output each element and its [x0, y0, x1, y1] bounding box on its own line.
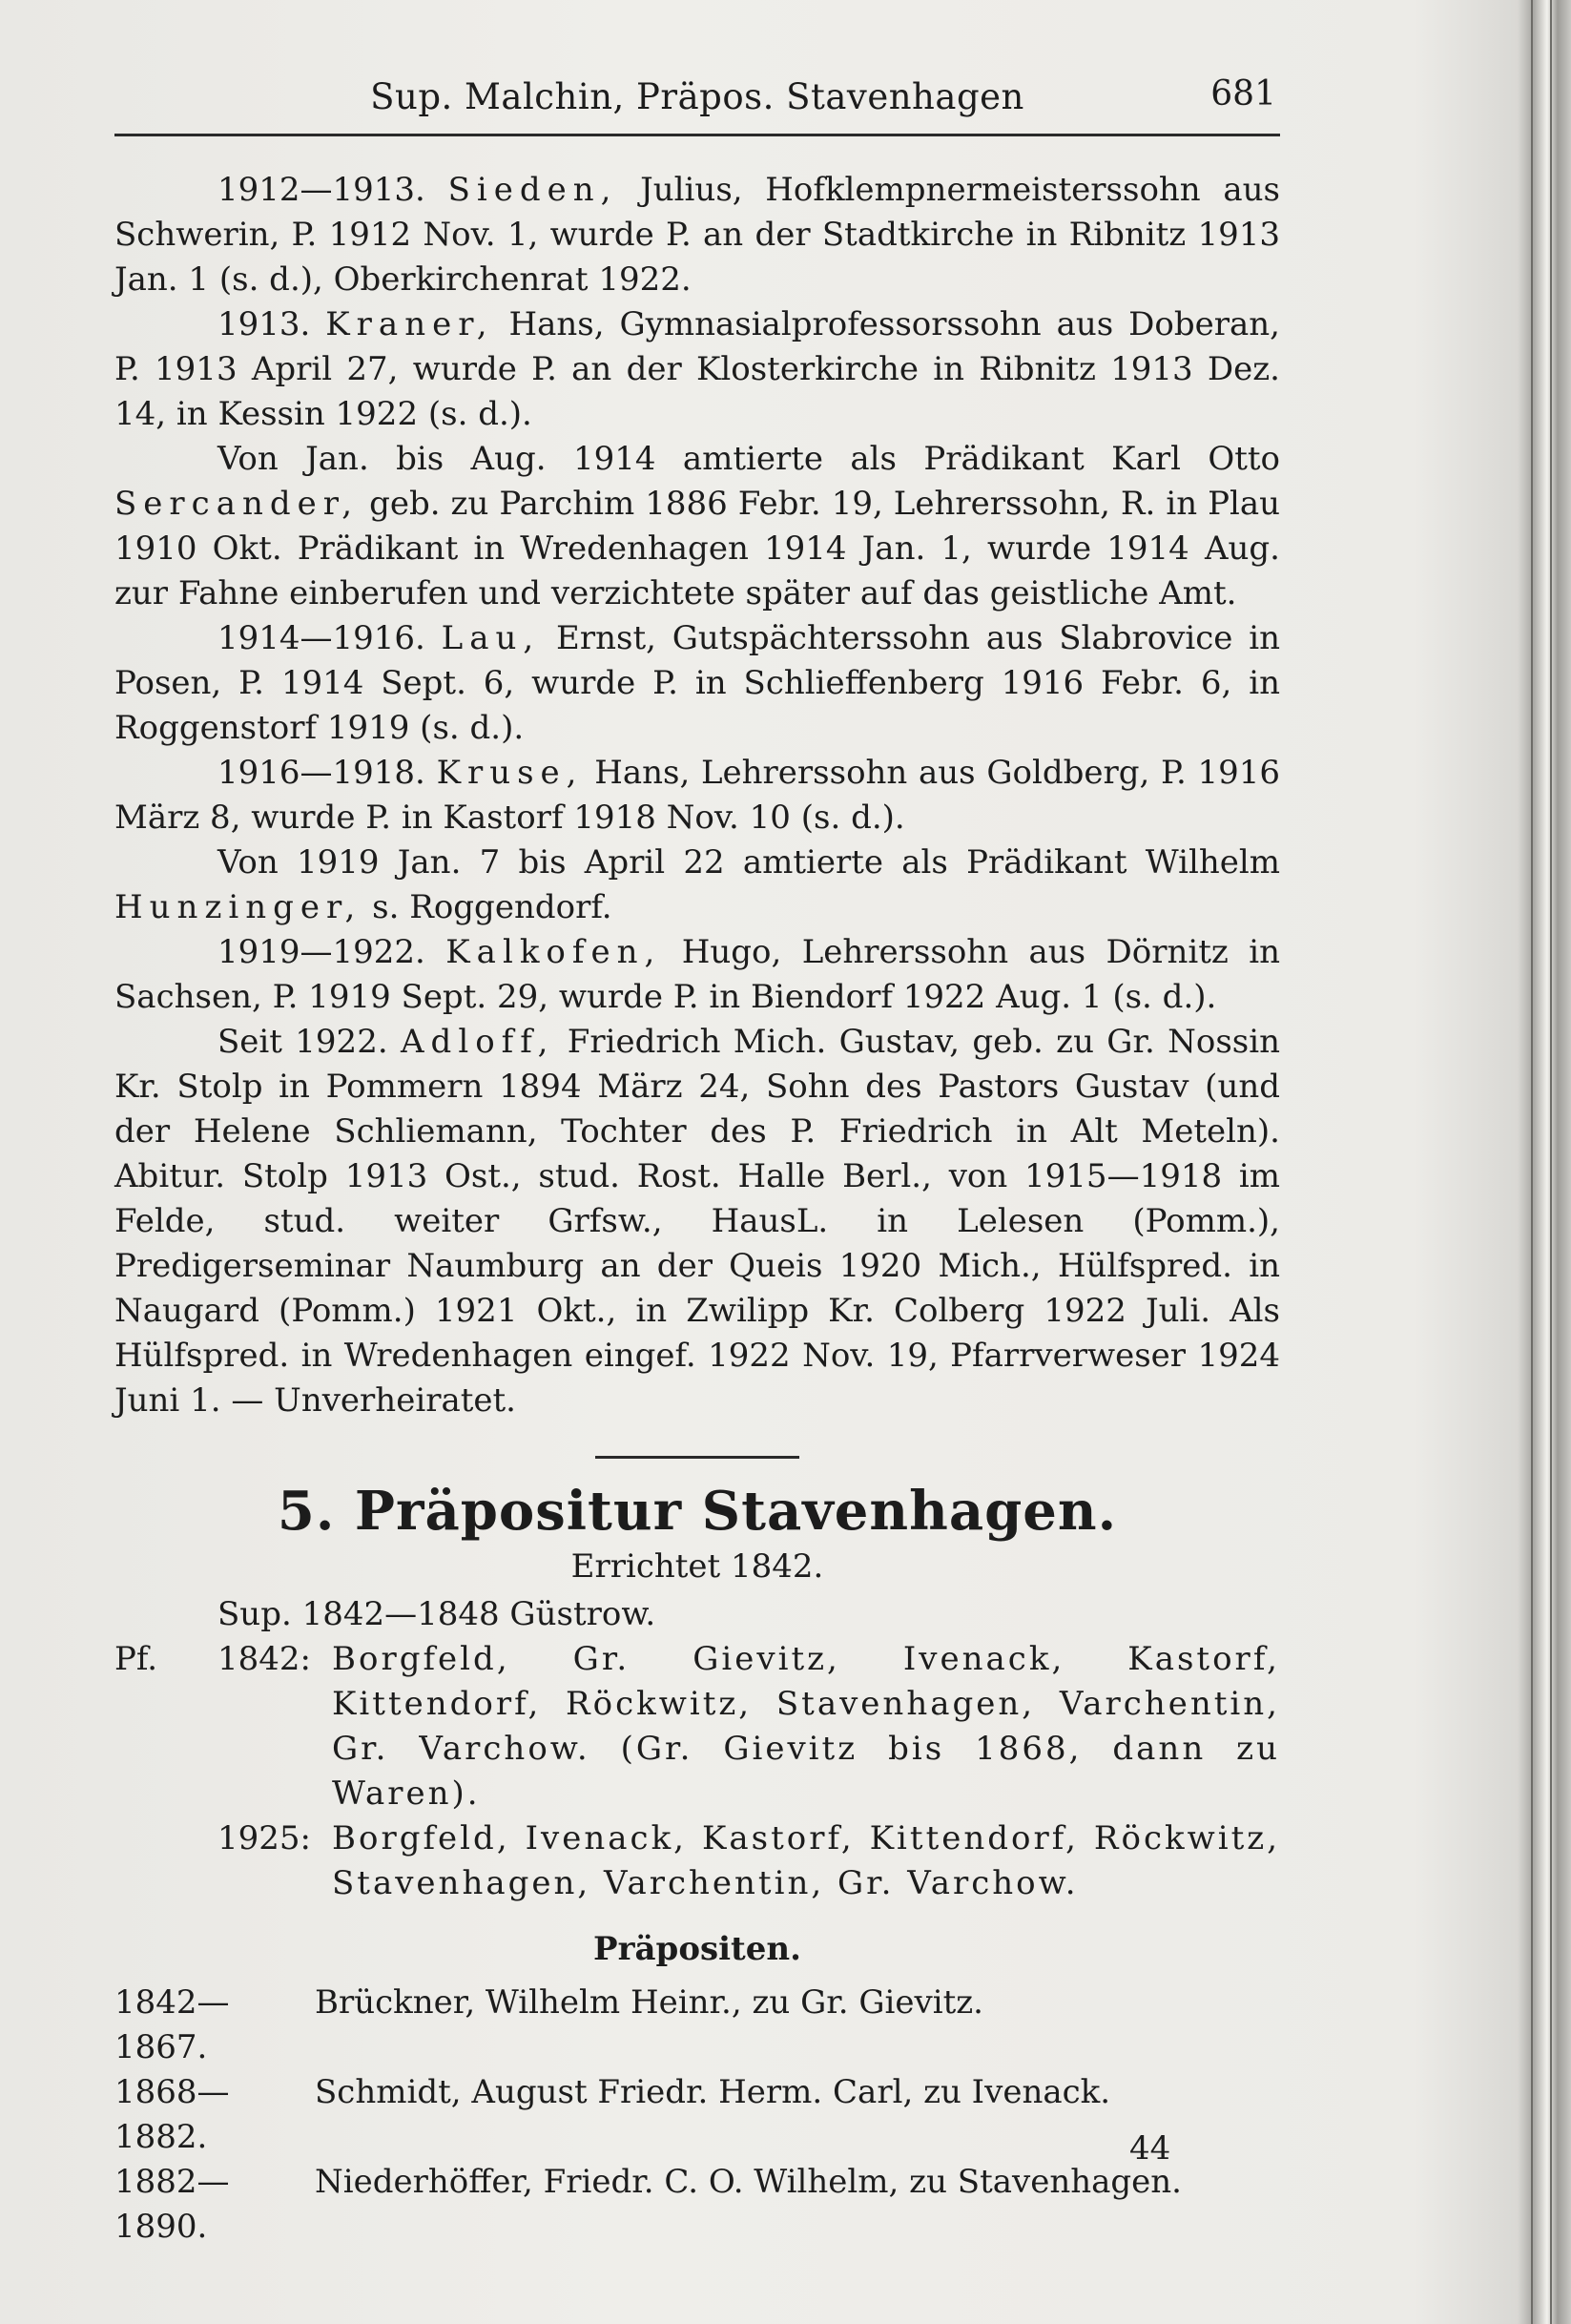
book-spine — [1518, 0, 1571, 2324]
pf-entry — [114, 1816, 1280, 1906]
section-divider — [595, 1456, 799, 1459]
running-head-title: Sup. Malchin, Präpos. Stavenhagen — [370, 76, 1024, 117]
entry-years: 1914—1916. — [217, 619, 425, 657]
entry-paragraph — [114, 302, 1280, 437]
entry-name: Kalkofen, — [445, 933, 662, 971]
praepositus-row — [114, 2160, 1280, 2250]
praepositus-years: 1882—1890. — [114, 2163, 230, 2246]
sup-line: Sup. 1842—1848 Güstrow. — [217, 1595, 656, 1633]
entry-paragraph — [114, 751, 1280, 840]
section-subtitle: Errichtet 1842. — [570, 1547, 824, 1586]
page-body — [114, 168, 1280, 2250]
entry-paragraph — [114, 930, 1280, 1020]
section-title: 5. Präpositur Stavenhagen. — [277, 1480, 1118, 1543]
entry-text: geb. zu Parchim 1886 Febr. 19, Lehrerssohn, R. in Plau 1910 Okt. Prädikant in Wredenhagen 1914 Jan. 1, wurde 1914 Aug. zur Fahne einberufen und verzichtete später auf das geistliche Amt. — [114, 485, 1281, 612]
entry-text: s. Roggendorf. — [372, 888, 612, 926]
entry-years: Von Jan. bis Aug. 1914 amtierte als Prädikant Karl Otto — [217, 440, 1280, 478]
pf-year: 1925: — [217, 1819, 311, 1857]
pf-text: Borgfeld, Gr. Gievitz, Ivenack, Kastorf, Kittendorf, Röckwitz, Stavenhagen, Varchentin, Gr. Varchow. (Gr. Gievitz bis 1868, dann zu Waren). — [332, 1640, 1280, 1813]
running-head — [114, 69, 1280, 126]
entry-years: Seit 1922. — [217, 1023, 388, 1061]
praepositus-years: 1842—1867. — [114, 1983, 230, 2066]
praepositus-row — [114, 1981, 1280, 2070]
pf-text: Borgfeld, Ivenack, Kastorf, Kittendorf, Röckwitz, Stavenhagen, Varchentin, Gr. Varchow. — [332, 1819, 1280, 1902]
entry-years: 1912—1913. — [217, 171, 425, 209]
entry-paragraph — [114, 437, 1280, 616]
spine-edge-line — [1550, 0, 1552, 2324]
entry-years: 1919—1922. — [217, 933, 425, 971]
signature-mark: 44 — [1129, 2129, 1171, 2168]
entry-name: Sercander, — [114, 485, 360, 523]
entry-text: Hans, Gymnasialprofessorssohn aus Doberan, P. 1913 April 27, wurde P. an der Klosterkirche in Ribnitz 1913 Dez. 14, in Kessin 1922 (s. d.). — [114, 305, 1280, 433]
praepositen-heading: Präpositen. — [593, 1930, 801, 1968]
page-number: 681 — [1210, 74, 1276, 114]
pf-entry — [114, 1637, 1280, 1816]
entry-name: Hunzinger, — [114, 888, 362, 926]
entry-paragraph — [114, 616, 1280, 751]
entry-paragraph — [114, 1020, 1280, 1423]
entry-text: Hans, Lehrerssohn aus Goldberg, P. 1916 März 8, wurde P. in Kastorf 1918 Nov. 10 (s. d.). — [114, 754, 1280, 837]
entry-name: Kruse, — [436, 754, 584, 792]
entry-paragraph — [114, 840, 1280, 930]
entry-text: Ernst, Gutspächterssohn aus Slabrovice in Posen, P. 1914 Sept. 6, wurde P. in Schlieffenberg 1916 Febr. 6, in Roggenstorf 1919 (s. d.). — [114, 619, 1280, 747]
entry-years: 1913. — [217, 305, 311, 343]
pf-label: Pf. — [114, 1640, 158, 1678]
pf-label-spacer — [114, 1816, 217, 1906]
entry-paragraph — [114, 168, 1280, 302]
entry-name: Adloff, — [401, 1023, 555, 1061]
praepositus-text: Brückner, Wilhelm Heinr., zu Gr. Gievitz. — [315, 1983, 983, 2022]
entry-text: Julius, Hofklempnermeisterssohn aus Schwerin, P. 1912 Nov. 1, wurde P. an der Stadtkirche in Ribnitz 1913 Jan. 1 (s. d.), Oberkirchenrat 1922. — [114, 171, 1281, 299]
entry-years: 1916—1918. — [217, 754, 425, 792]
entry-text: Hugo, Lehrerssohn aus Dörnitz in Sachsen, P. 1919 Sept. 29, wurde P. in Biendorf 1922 Aug. 1 (s. d.). — [114, 933, 1280, 1016]
entry-text: Friedrich Mich. Gustav, geb. zu Gr. Nossin Kr. Stolp in Pommern 1894 März 24, Sohn des Pastors Gustav (und der Helene Schliemann, Tochter des P. Friedrich in Alt Meteln). Abitur. Stolp 1913 Ost., stud. Rost. Halle Berl., von 1915—1918 im Felde, stud. weiter Grfsw., HausL. in Lelesen (Pomm.), Predigerseminar Naumburg an der Queis 1920 Mich., Hülfspred. in Naugard (Pomm.) 1921 Okt., in Zwilipp Kr. Colberg 1922 Juli. Als Hülfspred. in Wredenhagen eingef. 1922 Nov. 19, Pfarrverweser 1924 Juni 1. — Unverheiratet. — [114, 1023, 1281, 1420]
praepositus-text: Niederhöffer, Friedr. C. O. Wilhelm, zu Stavenhagen. — [315, 2163, 1182, 2201]
entry-name: Sieden, — [447, 171, 618, 209]
header-rule — [114, 134, 1280, 136]
entry-years: Von 1919 Jan. 7 bis April 22 amtierte als Prädikant Wilhelm — [217, 843, 1280, 882]
entry-name: Lau, — [441, 619, 541, 657]
pf-year: 1842: — [217, 1640, 311, 1678]
praepositus-years: 1868—1882. — [114, 2073, 230, 2156]
spine-edge-line — [1531, 0, 1533, 2324]
praepositus-row — [114, 2070, 1280, 2160]
entry-name: Kraner, — [325, 305, 494, 343]
praepositus-text: Schmidt, August Friedr. Herm. Carl, zu Ivenack. — [315, 2073, 1111, 2111]
